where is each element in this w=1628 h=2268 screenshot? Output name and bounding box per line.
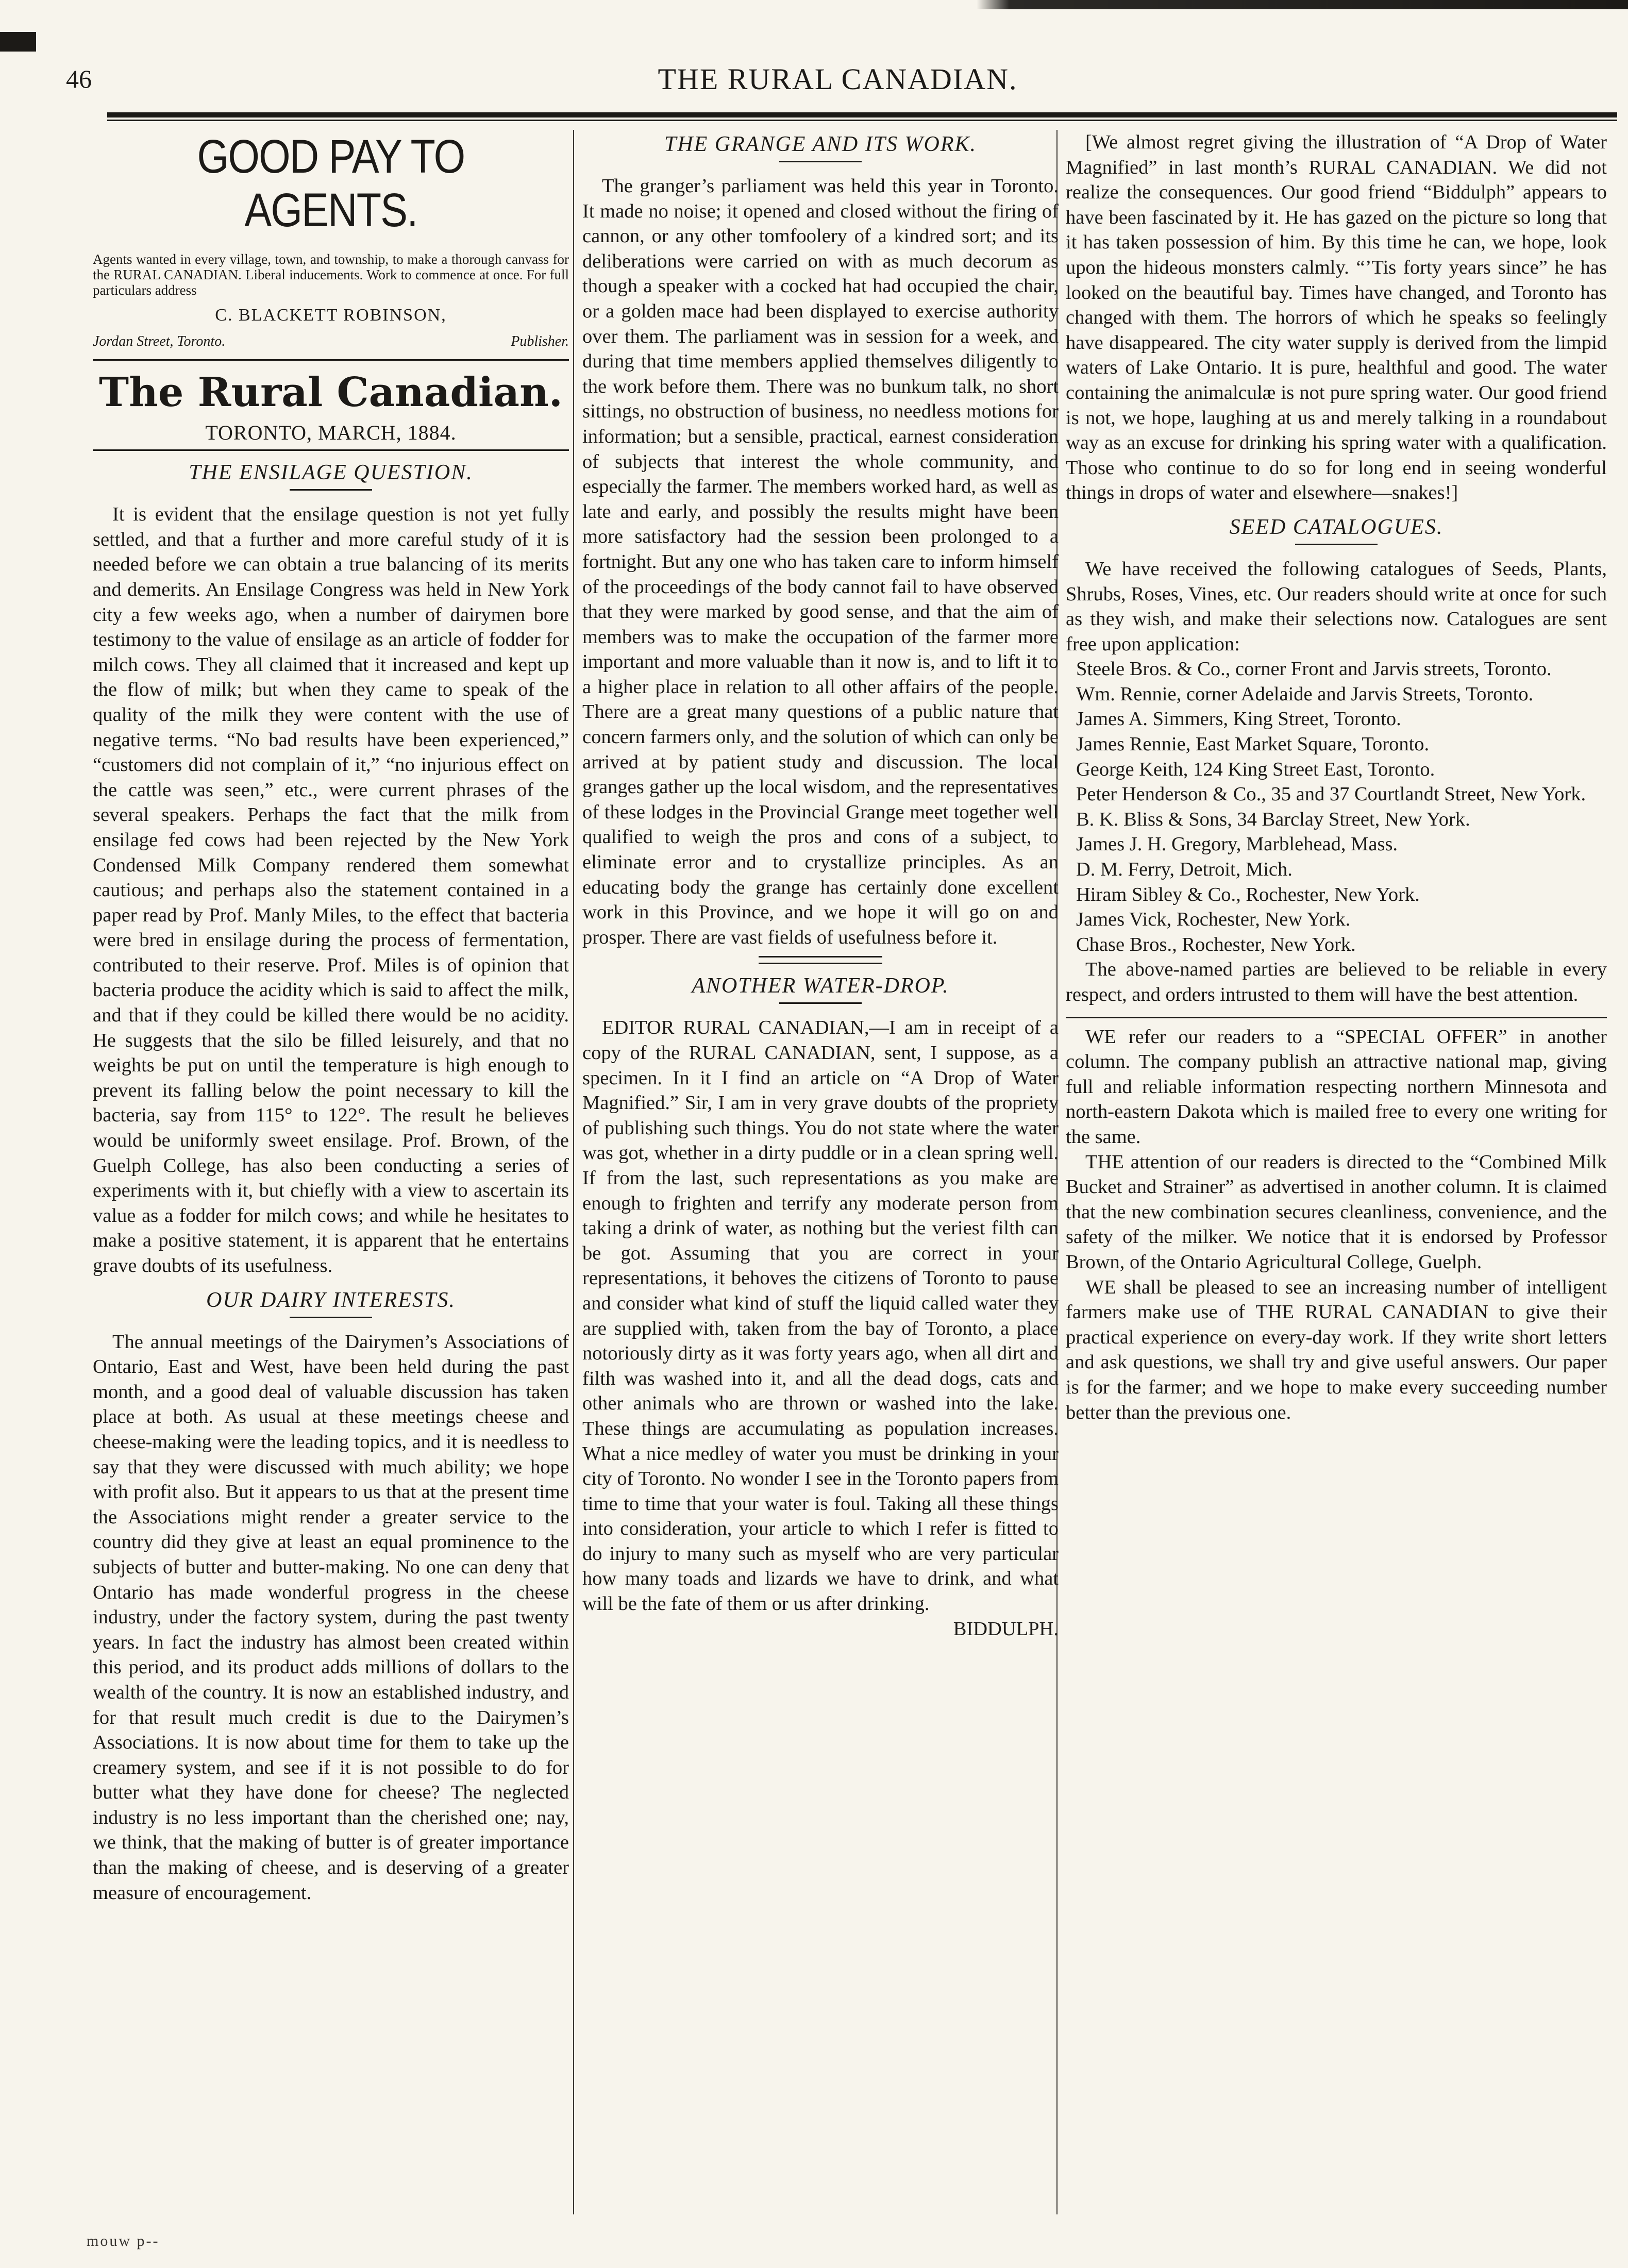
section-rule-long: [1066, 1017, 1607, 1018]
seeds-closing: The above-named parties are believed to be reliable in every respect, and orders intrusted to them will have the best attention.: [1066, 959, 1607, 1005]
dairy-title: OUR DAIRY INTERESTS.: [206, 1288, 456, 1312]
ad-footer: [93, 329, 569, 361]
masthead-title: The Rural Canadian.: [99, 369, 563, 416]
grange-paragraph: The granger’s parliament was held this year in Toronto. It made no noise; it opened and closed without the firing of cannon, or any other tomfoolery of a kindred sort; and its deliberations were carried on with as much decorum as though a speaker with a cocked hat had occupied the chair, or a golden mace had been displayed to exercise authority over them. The parliament was in session for a week, and during that time members applied themselves diligently to the work before them. There was no bunkum talk, no short sittings, no obstruction of business, no needless motions for information; but a sensible, practical, earnest consideration of subjects that interest the whole community, and especially the farmer. The members worked hard, as well as late and early, and possibly the results might have been more satisfactory had the session been prolonged to a fortnight. But any one who has taken care to inform himself of the proceedings of the body cannot fail to have observed that they were marked by good sense, and that the aim of members was to make the occupation of the farmer more important and more valuable than it now is, and to lift it to a higher place in relation to all other affairs of the people. There are a great many questions of a public nature that concern farmers only, and the solution of which can only be arrived at by patient study and discussion. The local granges gather up the local wisdom, and the representatives of these lodges in the Provincial Grange meet together well qualified to weigh the pros and cons of a subject, to eliminate error and to crystallize principles. As an educating body the grange has certainly done excellent work in this Province, and we hope it will go on and prosper. There are vast fields of usefulness before it.: [582, 175, 1059, 948]
seed-catalogue-list: [1066, 657, 1607, 957]
section-rule: [290, 489, 372, 491]
seed-catalogue-entry: James Vick, Rochester, New York.: [1076, 909, 1351, 931]
ad-role: Publisher.: [511, 333, 569, 349]
dateline: TORONTO, MARCH, 1884.: [93, 421, 569, 451]
seed-catalogue-entry: James J. H. Gregory, Marblehead, Mass.: [1076, 833, 1398, 855]
header-rule-thick: [107, 112, 1617, 117]
section-rule: [290, 1317, 372, 1318]
page-header: [66, 56, 1609, 117]
ad-body: Agents wanted in every village, town, and township, to make a thorough canvass for the RURAL CANADIAN. Liberal inducements. Work to commence at once. For full particulars address: [93, 251, 569, 298]
agents-advertisement: [93, 130, 569, 361]
water-title: ANOTHER WATER-DROP.: [692, 974, 949, 998]
page-top-edge: [0, 0, 1628, 9]
ad-publisher-name: C. BLACKETT ROBINSON,: [215, 306, 447, 325]
seed-catalogue-entry: James Rennie, East Market Square, Toronto.: [1076, 733, 1430, 755]
running-title: THE RURAL CANADIAN.: [658, 62, 1018, 96]
column-2: [582, 130, 1059, 1641]
seed-catalogue-entry: Chase Bros., Rochester, New York.: [1076, 933, 1356, 955]
section-double-rule: [759, 956, 882, 964]
section-rule: [779, 161, 862, 162]
section-rule: [1295, 544, 1378, 545]
notice-special-offer: WE refer our readers to a “SPECIAL OFFER” in another column. The company publish an attractive national map, giving full and reliable information respecting northern Minnesota and north-eastern Dakota which is mailed free to every one writing for the same.: [1066, 1026, 1607, 1148]
dairy-paragraph: The annual meetings of the Dairymen’s Associations of Ontario, East and West, have been held during the past month, and a good deal of valuable discussion has taken place at both. As usual at these meetings cheese and cheese-making were the leading topics, and it is needless to say that they were discussed with much ability; we hope with profit also. But it appears to us that at the present time the Associations might render a greater service to the country did they give at least an equal prominence to the subjects of butter and butter-making. No one can deny that Ontario has made wonderful progress in the cheese industry, under the factory system, during the past twenty years. In fact the industry has almost been created within this period, and its product adds millions of dollars to the wealth of the country. It is now an established industry, and for that result much credit is due to the Dairymen’s Associations. It is now about time for them to take up the creamery system, and see if it is not possible to do for butter what they have done for cheese? The neglected industry is no less important than the cherished one; nay, we think, that the making of butter is of greater importance than the making of cheese, and is deserving of a greater measure of encouragement.: [93, 1331, 569, 1904]
seed-catalogue-entry: Hiram Sibley & Co., Rochester, New York.: [1076, 883, 1420, 905]
letter-signoff: BIDDULPH.: [953, 1618, 1059, 1640]
seed-catalogue-entry: George Keith, 124 King Street East, Toronto.: [1076, 758, 1435, 780]
editor-reply: [We almost regret giving the illustration of “A Drop of Water Magnified” in last month’s RURAL CANADIAN. We did not realize the consequences. Our good friend “Biddulph” appears to have been fascinated by it. He has gazed on the picture so long that it has taken possession of him. By this time he can, we hope, look upon the hideous monsters calmly. “’Tis forty years since” he has looked on the beautiful bay. Times have changed, and Toronto has changed with them. The horrors of which he speaks so feelingly have disappeared. The city water supply is derived from the limpid waters of Lake Ontario. It is pure, healthful and good. The water containing the animalculæ is not pure spring water. Our good friend is not, we hope, laughing at us and merely talking in a roundabout way as an excuse for drinking his spring water with a qualification. Those who continue to do so for long end in seeing wonderful things in drops of water and elsewhere—snakes!]: [1066, 131, 1607, 504]
column-1: [93, 130, 569, 1905]
page-number: 46: [66, 64, 92, 93]
seed-catalogue-entry: Steele Bros. & Co., corner Front and Jarvis streets, Toronto.: [1076, 658, 1552, 680]
section-rule: [779, 1002, 862, 1004]
seed-catalogue-entry: B. K. Bliss & Sons, 34 Barclay Street, New York.: [1076, 808, 1470, 830]
notice-readers: WE shall be pleased to see an increasing number of intelligent farmers make use of THE RURAL CANADIAN to give their practical experience on every-day work. If they write short letters and ask questions, we shall try and give useful answers. Our paper is for the farmer; and we hope to make every succeeding number better than the previous one.: [1066, 1276, 1607, 1423]
seed-catalogue-entry: Wm. Rennie, corner Adelaide and Jarvis Streets, Toronto.: [1076, 683, 1534, 705]
seeds-intro: We have received the following catalogues of Seeds, Plants, Shrubs, Roses, Vines, etc. Our readers should write at once for such as they wish, and make their selections now. Catalogues are sent free upon application:: [1066, 558, 1607, 655]
seed-catalogue-entry: Peter Henderson & Co., 35 and 37 Courtlandt Street, New York.: [1076, 783, 1586, 805]
ad-address: Jordan Street, Toronto.: [93, 333, 226, 349]
footer-scrap: mouw p--: [87, 2232, 160, 2249]
seeds-title: SEED CATALOGUES.: [1229, 515, 1444, 539]
ensilage-paragraph: It is evident that the ensilage question is not yet fully settled, and that a further and more careful study of it is needed before we can obtain a true balancing of its merits and demerits. An Ensilage Congress was held in New York city a few weeks ago, when a number of dairymen bore testimony to the value of ensilage as an article of fodder for milch cows. They all claimed that it increased and kept up the flow of milk; but when they came to speak of the quality of the milk they were content with the use of negative terms. “No bad results have been experienced,” “customers did not complain of it,” “no injurious effect on the cattle was seen,” etc., were current phrases of the several speakers. Perhaps the fact that the milk from ensilage fed cows had been rejected by the New York Condensed Milk Company rendered them somewhat cautious; and perhaps also the statement contained in a paper read by Prof. Manly Miles, to the effect that bacteria were bred in ensilage during the process of fermentation, contributed to their reserve. Prof. Miles is of opinion that bacteria produce the acidity which is said to affect the milk, and that if they could be killed there would be no acidity. He suggests that the silo be filled leisurely, and that no weights be put on until the temperature is high enough to prevent its falling below the point necessary to kill the bacteria, say from 115° to 122°. The result he believes would be uniformly sweet ensilage. Prof. Brown, of the Guelph College, has also been conducting a series of experiments with it, but chiefly with a view to ascertain its value as a fodder for milch cows; and while he hesitates to make a positive statement, it is apparent that he entertains grave doubts of its usefulness.: [93, 503, 569, 1276]
water-letter: EDITOR RURAL CANADIAN,—I am in receipt of a copy of the RURAL CANADIAN, sent, I suppose, as a specimen. In it I find an article on “A Drop of Water Magnified.” Sir, I am in very grave doubts of the propriety of publishing such things. You do not state where the water was got, whether in a dirty puddle or in a clean spring well. If from the last, such representations as you make are enough to frighten and terrify any moderate person from taking a drink of water, as nothing but the veriest filth can be got. Assuming that you are correct in your representations, it behoves the citizens of Toronto to pause and consider what kind of stuff the liquid called water they are supplied with, taken from the bay of Toronto, a place notoriously dirty as it was forty years ago, when all dirt and filth was washed into it, and all the dead dogs, cats and other animals who are thrown or washed into the lake. These things are accumulating as population increases. What a nice medley of water you must be drinking in your city of Toronto. No wonder I see in the Toronto papers from time to time that your water is foul. Taking all these things into consideration, your article to which I refer is fitted to do injury to many such as myself who are very particular how many toads and lizards we have to drink, and what will be the fate of them or us after drinking.: [582, 1017, 1059, 1615]
seed-catalogue-entry: James A. Simmers, King Street, Toronto.: [1076, 708, 1401, 730]
column-divider-1: [573, 130, 574, 2214]
registration-mark: [0, 32, 36, 52]
ensilage-title: THE ENSILAGE QUESTION.: [189, 461, 473, 485]
grange-title: THE GRANGE AND ITS WORK.: [664, 132, 977, 156]
ad-title: GOOD PAY TO AGENTS.: [197, 130, 465, 237]
header-rule-thin: [107, 120, 1617, 121]
column-3: [1066, 130, 1607, 1425]
notice-milk-bucket: THE attention of our readers is directed to the “Combined Milk Bucket and Strainer” as advertised in another column. It is claimed that the new combination secures cleanliness, convenience, and the safety of the milker. We notice that it is endorsed by Professor Brown, of the Ontario Agricultural College, Guelph.: [1066, 1151, 1607, 1273]
seed-catalogue-entry: D. M. Ferry, Detroit, Mich.: [1076, 859, 1293, 881]
